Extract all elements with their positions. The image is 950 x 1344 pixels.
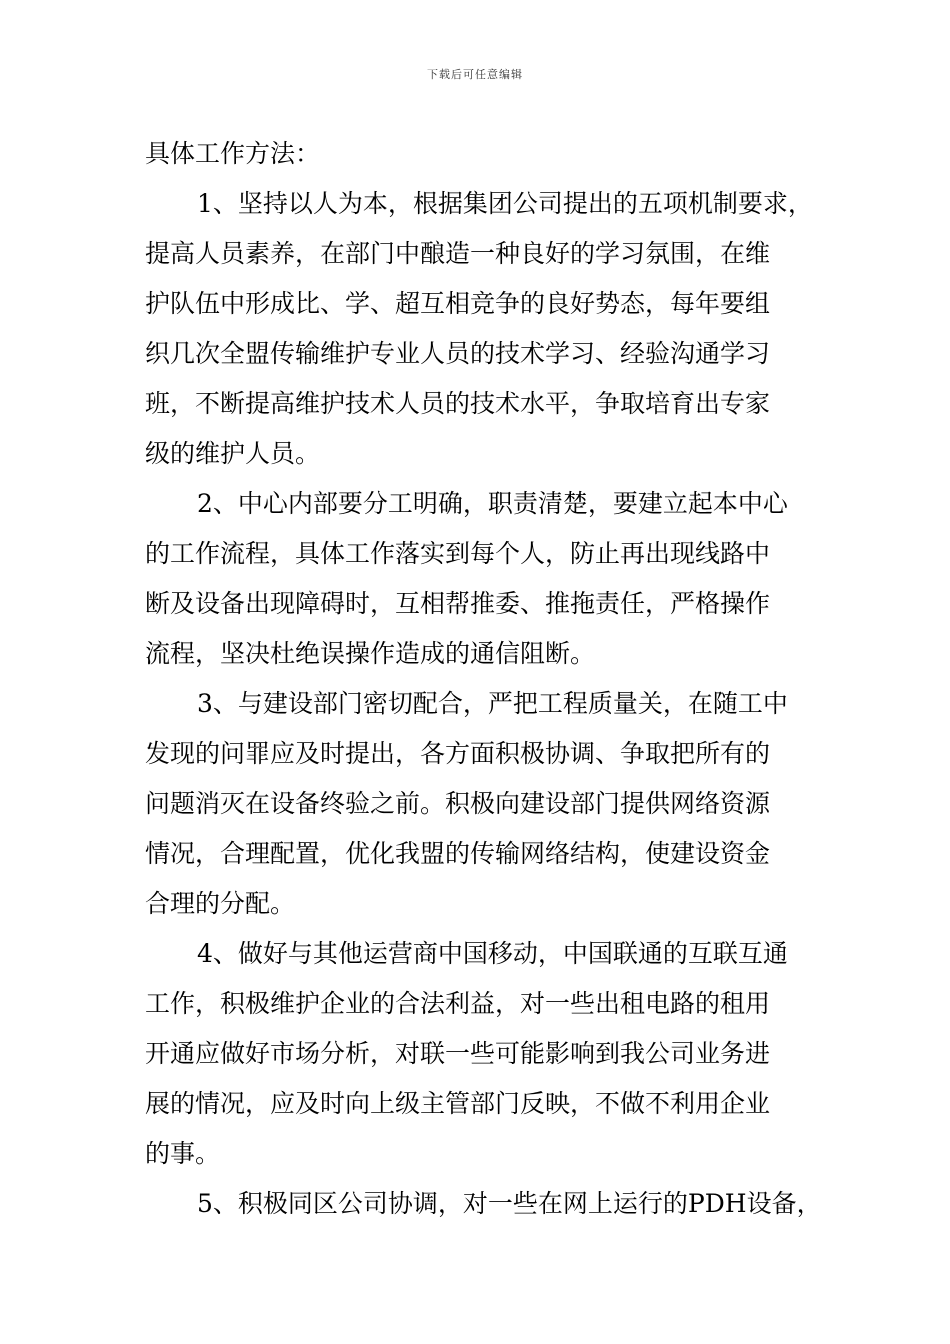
paragraph-line: 2、中心内部要分工明确，职责清楚，要建立起本中心 bbox=[197, 489, 788, 518]
paragraph-line: 断及设备出现障碍时，互相帮推委、推拖责任，严格操作 bbox=[145, 589, 771, 618]
paragraph-line: 合理的分配。 bbox=[145, 889, 296, 918]
paragraph-line: 工作，积极维护企业的合法利益，对一些出租电路的租用 bbox=[145, 989, 771, 1018]
section-heading: 具体工作方法： bbox=[145, 139, 321, 168]
paragraph-line: 5、积极同区公司协调，对一些在网上运行的PDH设备， bbox=[197, 1189, 822, 1218]
paragraph-line: 展的情况，应及时向上级主管部门反映，不做不利用企业 bbox=[145, 1089, 771, 1118]
paragraph-line: 的事。 bbox=[145, 1139, 221, 1168]
header-note: 下载后可任意编辑 bbox=[427, 68, 523, 81]
paragraph-line: 1、坚持以人为本，根据集团公司提出的五项机制要求， bbox=[197, 189, 813, 218]
paragraph-line: 提高人员素养，在部门中酿造一种良好的学习氛围，在维 bbox=[145, 239, 771, 268]
paragraph-line: 3、与建设部门密切配合，严把工程质量关，在随工中 bbox=[197, 689, 788, 718]
paragraph-line: 护队伍中形成比、学、超互相竞争的良好势态，每年要组 bbox=[145, 289, 771, 318]
paragraph-line: 问题消灭在设备终验之前。积极向建设部门提供网络资源 bbox=[145, 789, 771, 818]
paragraph-line: 织几次全盟传输维护专业人员的技术学习、经验沟通学习 bbox=[145, 339, 771, 368]
paragraph-line: 的工作流程，具体工作落实到每个人，防止再出现线路中 bbox=[145, 539, 771, 568]
paragraph-line: 班，不断提高维护技术人员的技术水平，争取培育出专家 bbox=[145, 389, 771, 418]
paragraph-line: 流程，坚决杜绝误操作造成的通信阻断。 bbox=[145, 639, 596, 668]
paragraph-line: 级的维护人员。 bbox=[145, 439, 321, 468]
body-text bbox=[145, 129, 820, 1229]
paragraph-line: 发现的问罪应及时提出，各方面积极协调、争取把所有的 bbox=[145, 739, 771, 768]
paragraph-line: 4、做好与其他运营商中国移动，中国联通的互联互通 bbox=[197, 939, 788, 968]
paragraph-line: 情况，合理配置，优化我盟的传输网络结构，使建设资金 bbox=[145, 839, 771, 868]
paragraph-line: 开通应做好市场分析，对联一些可能影响到我公司业务进 bbox=[145, 1039, 771, 1068]
